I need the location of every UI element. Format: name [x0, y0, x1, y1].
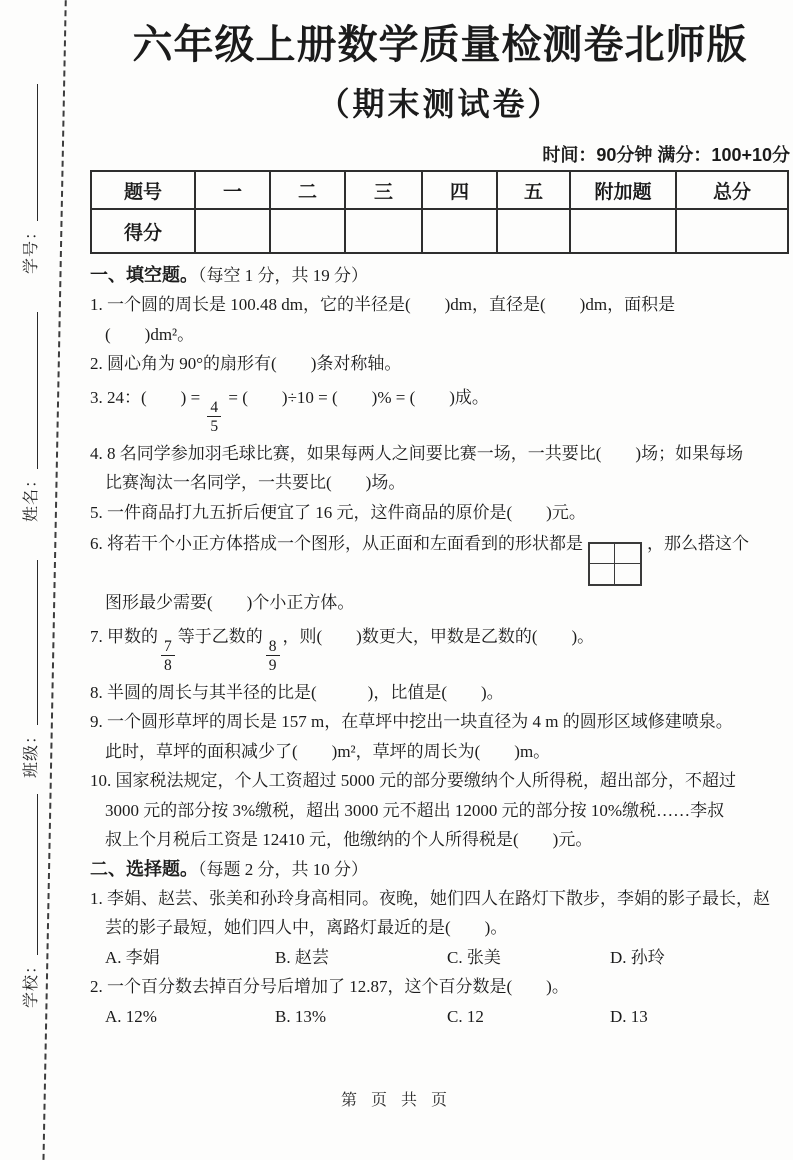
school-blank-line [20, 794, 38, 955]
student-name-blank-line [20, 312, 38, 469]
fraction: $\frac{8}{9}$ [266, 638, 280, 674]
option-item: D. 13 [610, 1006, 648, 1026]
sidebar-field-school [14, 794, 44, 1008]
page-title: 六年级上册数学质量检测卷北师版 [132, 23, 748, 67]
sidebar-field-class [14, 560, 44, 778]
section-heading-title: 一、填空题。 [90, 265, 198, 285]
score-table-value-cell [422, 209, 497, 253]
sidebar-field-label: 学校： [22, 956, 40, 1008]
question-line: 3. 24：( ) = $\frac{4}{5}$ = ( )÷10 = ( )% = ( )成。 [90, 387, 489, 435]
option-item: A. 李娟 [105, 947, 160, 967]
fraction: $\frac{7}{8}$ [161, 638, 175, 674]
score-table [90, 170, 789, 254]
option-item: D. 孙玲 [610, 947, 665, 967]
question-line: 叔上个月税后工资是 12410 元，他缴纳的个人所得税是( )元。 [105, 830, 593, 850]
question-line: 6. 将若干个小正方体搭成一个图形，从正面和左面看到的形状都是 ，那么搭这个 [90, 529, 790, 586]
score-table-value-cell [570, 209, 676, 253]
sidebar-field-student-number [14, 84, 44, 274]
option-item: B. 13% [275, 1006, 326, 1026]
page-subtitle: （期末测试卷） [317, 86, 563, 122]
sidebar-field-label: 姓名： [22, 470, 40, 522]
question-line: 5. 一件商品打九五折后便宜了 16 元，这件商品的原价是( )元。 [90, 502, 586, 522]
question-line: 2. 一个百分数去掉百分号后增加了 12.87，这个百分数是( )。 [90, 977, 569, 997]
question-line: 10. 国家税法规定，个人工资超过 5000 元的部分要缴纳个人所得税，超出部分，不超过 [90, 771, 736, 791]
class-blank-line [20, 560, 38, 725]
score-table-column-header: 五 [497, 171, 570, 209]
option-item: C. 张美 [447, 947, 501, 967]
footer-page-label: 第 页 共 页 [340, 1092, 452, 1109]
question-line: 9. 一个圆形草坪的周长是 157 m，在草坪中挖出一块直径为 4 m 的圆形区域修建喷泉。 [90, 712, 733, 732]
score-table-header-row [91, 171, 788, 209]
option-item: C. 12 [447, 1006, 484, 1026]
score-table-column-header: 附加题 [570, 171, 676, 209]
score-table-score-row [91, 209, 788, 253]
question-line: 比赛淘汰一名同学，一共要比( )场。 [105, 473, 406, 493]
options-row [90, 943, 790, 973]
option-item: B. 赵芸 [275, 947, 329, 967]
score-table-column-header: 四 [422, 171, 497, 209]
section-heading [90, 261, 790, 290]
section-heading-note: （每题 2 分，共 10 分） [198, 859, 368, 879]
score-table-column-header: 一 [195, 171, 270, 209]
sidebar-field-label: 班级： [22, 726, 40, 778]
sidebar-field-label: 学号： [22, 222, 40, 274]
score-table-value-cell [676, 209, 788, 253]
section-heading-title: 二、选择题。 [90, 858, 198, 879]
question-line: 图形最少需要( )个小正方体。 [105, 593, 355, 613]
question-line: 1. 李娟、赵芸、张美和孙玲身高相同。夜晚，她们四人在路灯下散步，李娟的影子最长，赵 [90, 888, 770, 908]
score-table-value-cell [270, 209, 345, 253]
score-table-row-label: 题号 [91, 171, 195, 209]
score-table-column-header: 三 [345, 171, 422, 209]
cube-views-grid-figure [588, 542, 642, 586]
exam-time-score-meta: 时间：90分钟 满分：100+10分 [542, 145, 790, 165]
score-table-column-header: 二 [270, 171, 345, 209]
option-item: A. 12% [105, 1006, 157, 1026]
question-line: 7. 甲数的 $\frac{7}{8}$ 等于乙数的 $\frac{8}{9}$ ，则( )数更大，甲数是乙数的( )。 [90, 626, 595, 674]
section-heading-note: （每空 1 分，共 19 分） [198, 266, 368, 285]
question-line: 3000 元的部分按 3%缴税，超出 3000 元不超出 12000 元的部分按 10%缴税……李叔 [105, 800, 725, 820]
score-table-row-label: 得分 [91, 209, 195, 253]
score-table-value-cell [497, 209, 570, 253]
question-line: 芸的影子最短，她们四人中，离路灯最近的是( )。 [105, 918, 508, 938]
section-heading [90, 855, 790, 884]
question-line: 4. 8 名同学参加羽毛球比赛，如果每两人之间要比赛一场，一共要比( )场；如果每场 [90, 443, 744, 463]
score-table-value-cell [195, 209, 270, 253]
question-line: 1. 一个圆的周长是 100.48 dm，它的半径是( )dm，直径是( )dm，面积是 [90, 295, 676, 314]
question-line: 8. 半圆的周长与其半径的比是( )，比值是( )。 [90, 682, 504, 702]
fraction: $\frac{4}{5}$ [207, 399, 221, 435]
student-number-blank-line [20, 84, 38, 221]
score-table-value-cell [345, 209, 422, 253]
questions-area [90, 261, 790, 1031]
sidebar-field-student-name [14, 312, 44, 522]
question-line: 2. 圆心角为 90°的扇形有( )条对称轴。 [90, 354, 402, 373]
seal-dashed-line [42, 0, 67, 1160]
question-line: ( )dm²。 [105, 324, 195, 344]
exam-page [90, 0, 790, 1031]
question-line: 此时，草坪的面积减少了( )m²，草坪的周长为( )m。 [105, 741, 551, 761]
score-table-column-header: 总分 [676, 171, 788, 209]
options-row [90, 1002, 790, 1032]
